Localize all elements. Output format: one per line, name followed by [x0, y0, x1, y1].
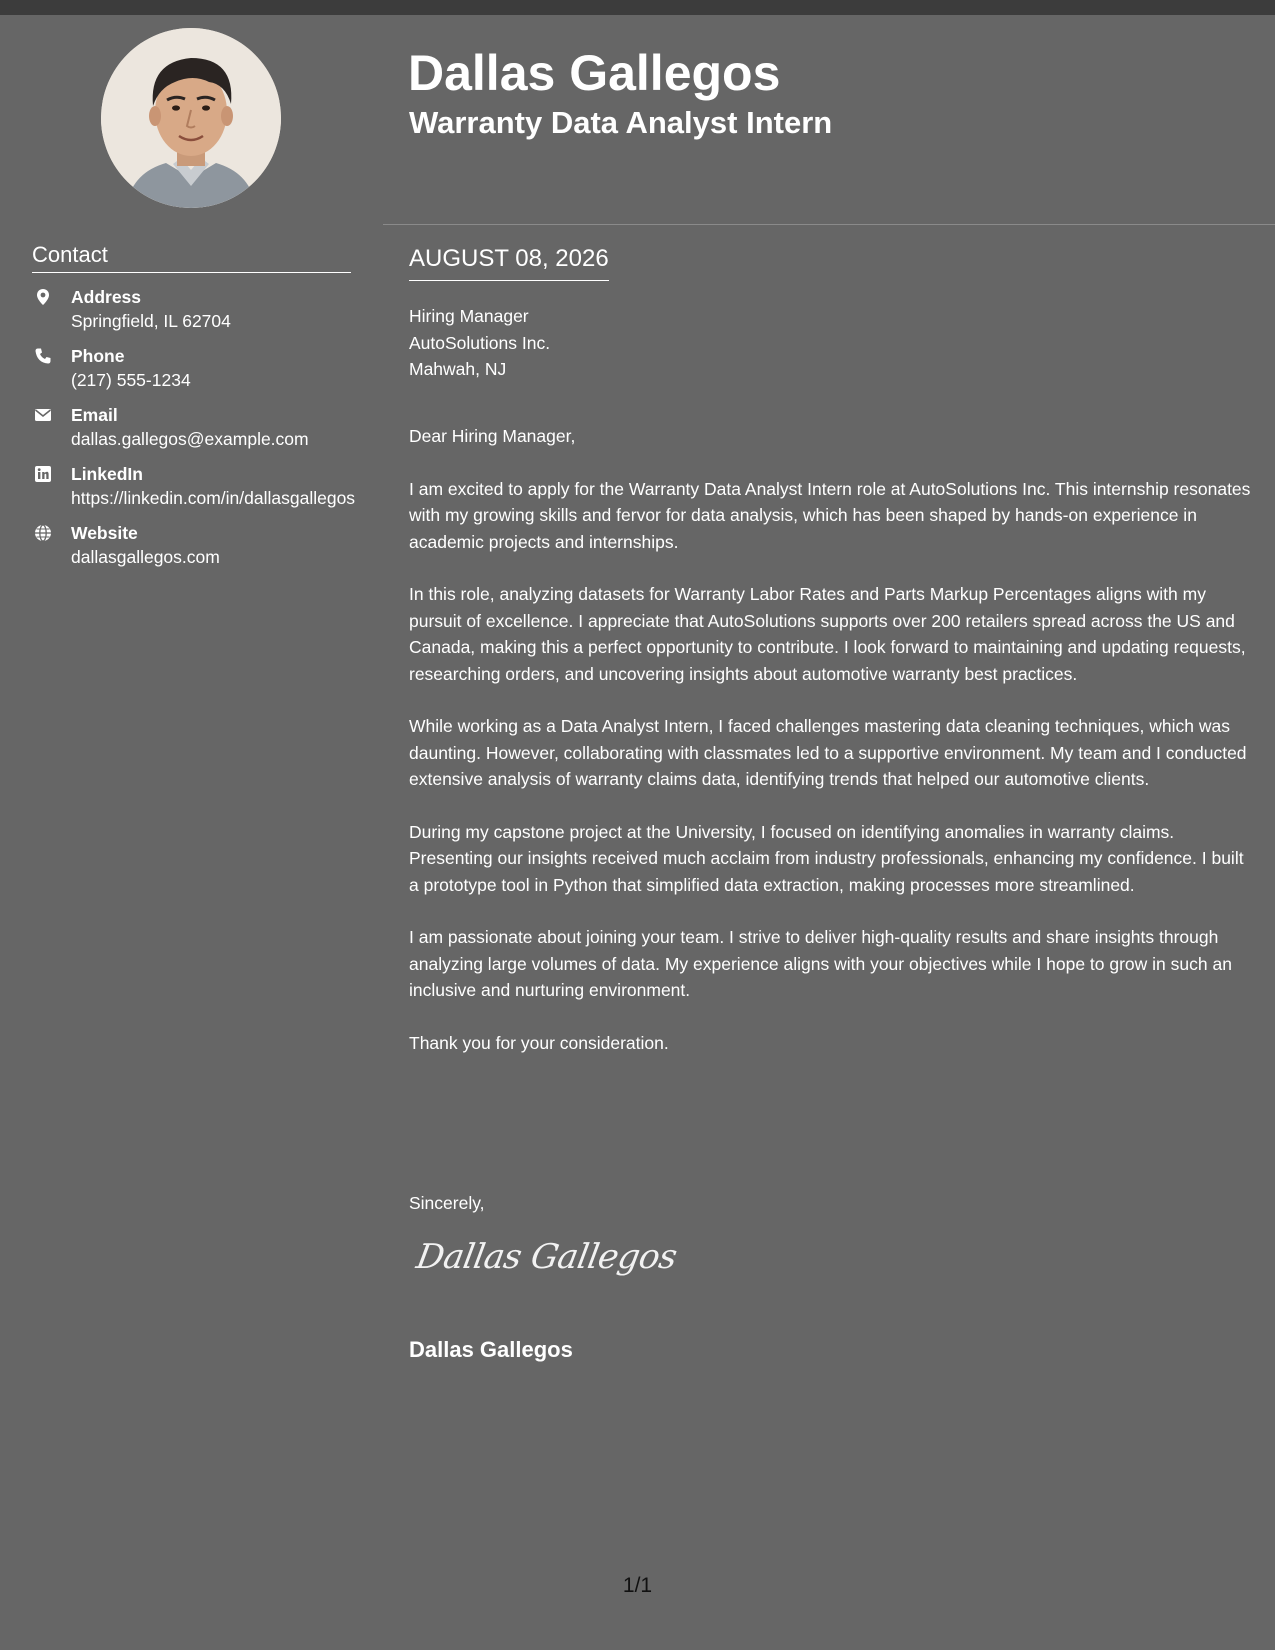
contact-item-website [32, 522, 362, 570]
map-pin-icon [34, 288, 52, 306]
contact-item-address [32, 286, 362, 334]
letter-date: AUGUST 08, 2026 [409, 243, 609, 281]
letter-main [383, 15, 1275, 1650]
contact-value: dallasgallegos.com [71, 547, 220, 567]
contact-item-linkedin [32, 463, 362, 511]
contact-value: https://linkedin.com/in/dallasgallegos [71, 488, 356, 508]
contact-label: LinkedIn [71, 464, 143, 484]
header-divider [383, 224, 1275, 225]
sidebar [0, 15, 383, 1650]
body-paragraph: I am excited to apply for the Warranty Data Analyst Intern role at AutoSolutions Inc. This internship resonates with my growing skills and fervor for data analysis, which has been shaped by hands-on experience in academic projects and internships. [409, 478, 1251, 552]
email-icon [34, 406, 52, 424]
body-paragraph: While working as a Data Analyst Intern, I faced challenges mastering data cleaning techniques, which was daunting. However, collaborating with classmates led to a supportive environment. My team and I conducted extensive analysis of warranty claims data, identifying trends that helped our automotive clients. [409, 716, 1247, 789]
contact-value: Springfield, IL 62704 [71, 311, 231, 331]
contact-list [32, 286, 362, 581]
body-paragraph: During my capstone project at the University, I focused on identifying anomalies in warranty claims. Presenting our insights received much acclaim from industry professionals, enhancing my confidence. I built a prototype tool in Python that simplified data extraction, making processes more streamlined. [409, 821, 1244, 895]
linkedin-icon [34, 465, 52, 483]
body-paragraph: I am passionate about joining your team. I strive to deliver high-quality results and share insights through analyzing large volumes of data. My experience aligns with your objectives while I hope to grow in such an inclusive and nurturing environment. [409, 927, 1232, 1000]
signature: Dallas Gallegos [413, 1237, 680, 1277]
salutation: Dear Hiring Manager, [409, 426, 576, 446]
closing: Sincerely, [409, 1193, 485, 1213]
globe-icon [34, 524, 52, 542]
contact-item-phone [32, 345, 362, 393]
page-number: 1/1 [622, 1574, 653, 1597]
phone-icon [34, 347, 52, 365]
signer-name: Dallas Gallegos [409, 1337, 573, 1362]
body-paragraph: Thank you for your consideration. [409, 1032, 669, 1053]
contact-label: Address [71, 287, 142, 307]
applicant-name: Dallas Gallegos [408, 45, 781, 101]
top-bar [0, 0, 1275, 15]
contact-label: Email [71, 405, 118, 425]
profile-photo [101, 28, 281, 208]
contact-heading: Contact [32, 241, 351, 273]
recipient-line: Hiring Manager [409, 306, 529, 326]
contact-value: (217) 555-1234 [71, 370, 191, 390]
contact-label: Phone [71, 346, 125, 366]
contact-label: Website [71, 523, 138, 543]
recipient-line: AutoSolutions Inc. [409, 332, 551, 353]
contact-item-email [32, 404, 362, 452]
applicant-title: Warranty Data Analyst Intern [409, 105, 833, 140]
recipient-block [409, 303, 550, 383]
body-paragraph: In this role, analyzing datasets for Warranty Labor Rates and Parts Markup Percentages aligns with my pursuit of excellence. I appreciate that AutoSolutions supports over 200 retailers spread across the US and Canada, making this a perfect opportunity to contribute. I look forward to maintaining and updating requests, researching orders, and uncovering insights about automotive warranty best practices. [409, 584, 1246, 684]
avatar [101, 28, 281, 208]
letter-body [409, 423, 1255, 1082]
recipient-line: Mahwah, NJ [409, 359, 507, 379]
contact-value: dallas.gallegos@example.com [71, 429, 309, 449]
